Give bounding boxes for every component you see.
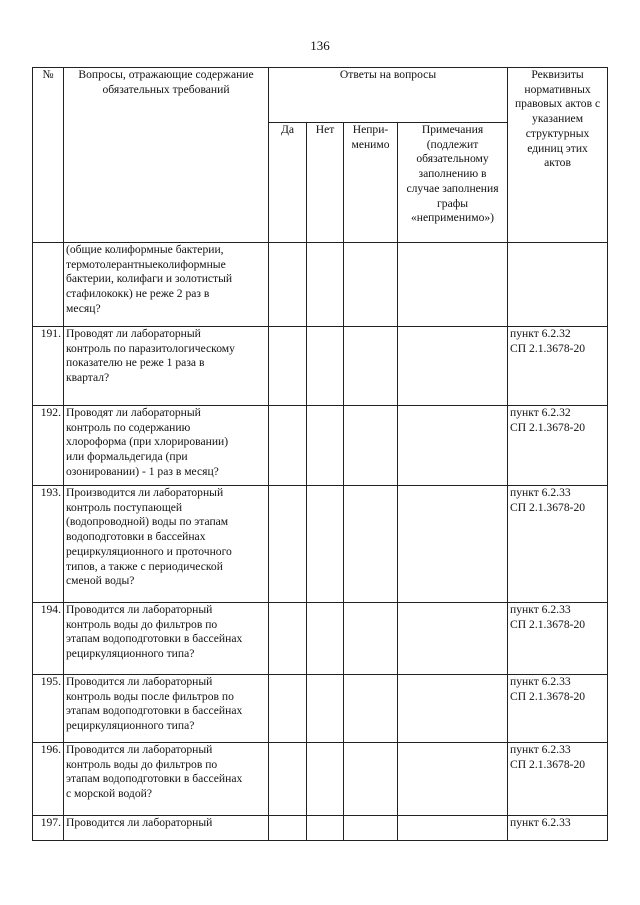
row-reference <box>508 603 608 675</box>
header-no: Нет <box>307 123 344 243</box>
row-question <box>64 406 269 486</box>
text-line: Проводится ли лабораторный <box>66 816 213 829</box>
answer-na-cell[interactable] <box>344 406 398 486</box>
text-line: сменой воды? <box>66 574 135 588</box>
answer-na-cell[interactable] <box>344 327 398 406</box>
text-line: хлороформа (при хлорировании) <box>66 435 229 449</box>
notes-cell[interactable] <box>398 486 508 603</box>
answer-yes-cell[interactable] <box>269 743 307 816</box>
text-line: пункт 6.2.33 <box>510 816 571 829</box>
answer-na-cell[interactable] <box>344 486 398 603</box>
answer-no-cell[interactable] <box>307 816 344 841</box>
row-question <box>64 603 269 675</box>
table-row <box>33 743 608 816</box>
text-line: Проводится ли лабораторный <box>66 675 213 688</box>
table-row <box>33 675 608 743</box>
answer-yes-cell[interactable] <box>269 486 307 603</box>
header-question: Вопросы, отражающие содержание обязательных требований <box>64 68 269 243</box>
answer-na-cell[interactable] <box>344 675 398 743</box>
text-line: (водопроводной) воды по этапам <box>66 515 229 529</box>
row-number: 192. <box>33 406 64 486</box>
text-line: (общие колиформные бактерии, <box>66 243 224 256</box>
text-line: рециркуляционного типа? <box>66 719 195 733</box>
row-question <box>64 743 269 816</box>
text-line: контроль воды до фильтров по <box>66 617 218 631</box>
table-row <box>33 243 608 327</box>
answer-na-cell[interactable] <box>344 743 398 816</box>
answer-no-cell[interactable] <box>307 743 344 816</box>
answer-no-cell[interactable] <box>307 603 344 675</box>
text-line: водоподготовки в бассейнах <box>66 530 206 544</box>
text-line: контроль поступающей <box>66 500 183 514</box>
page-number: 136 <box>310 38 330 53</box>
text-line: СП 2.1.3678-20 <box>510 420 586 434</box>
text-line: контроль воды до фильтров по <box>66 757 218 771</box>
text-line: Проводится ли лабораторный <box>66 743 213 756</box>
header-notes: Примечания (подлежит обязательному заполнению в случае заполнения графы «неприменимо») <box>398 123 508 243</box>
text-line: стафилококк) не реже 2 раз в <box>66 287 210 301</box>
text-line: СП 2.1.3678-20 <box>510 689 586 703</box>
checklist-table <box>32 67 608 841</box>
row-reference <box>508 327 608 406</box>
answer-no-cell[interactable] <box>307 243 344 327</box>
row-number: 193. <box>33 486 64 603</box>
answer-yes-cell[interactable] <box>269 243 307 327</box>
answer-yes-cell[interactable] <box>269 327 307 406</box>
text-line: контроль воды после фильтров по <box>66 689 234 703</box>
table-row <box>33 603 608 675</box>
row-reference <box>508 243 608 327</box>
text-line: с морской водой? <box>66 787 152 801</box>
notes-cell[interactable] <box>398 816 508 841</box>
row-number: 194. <box>33 603 64 675</box>
text-line: квартал? <box>66 371 110 385</box>
row-question <box>64 486 269 603</box>
header-num: № <box>33 68 64 243</box>
text-line: этапам водоподготовки в бассейнах <box>66 632 243 646</box>
text-line: этапам водоподготовки в бассейнах <box>66 704 243 718</box>
text-line: пункт 6.2.33 <box>510 603 571 616</box>
row-reference <box>508 816 608 841</box>
row-reference <box>508 675 608 743</box>
row-reference <box>508 406 608 486</box>
answer-no-cell[interactable] <box>307 327 344 406</box>
header-references: Реквизиты нормативных правовых актов с указанием структурных единиц этих актов <box>508 68 608 243</box>
text-line: типов, а также с периодической <box>66 559 223 573</box>
row-number <box>33 243 64 327</box>
text-line: рециркуляционного типа? <box>66 647 195 661</box>
text-line: озонировании) - 1 раз в месяц? <box>66 464 219 478</box>
answer-yes-cell[interactable] <box>269 406 307 486</box>
header-yes: Да <box>269 123 307 243</box>
text-line: контроль по паразитологическому <box>66 341 235 355</box>
answer-yes-cell[interactable] <box>269 603 307 675</box>
row-number: 196. <box>33 743 64 816</box>
table-row <box>33 816 608 841</box>
text-line: пункт 6.2.33 <box>510 675 571 688</box>
text-line: СП 2.1.3678-20 <box>510 617 586 631</box>
row-number: 191. <box>33 327 64 406</box>
text-line: Производится ли лабораторный <box>66 486 224 499</box>
text-line: или формальдегида (при <box>66 450 188 464</box>
row-reference <box>508 486 608 603</box>
table-row <box>33 327 608 406</box>
row-reference <box>508 743 608 816</box>
notes-cell[interactable] <box>398 327 508 406</box>
text-line: Проводится ли лабораторный <box>66 603 213 616</box>
table-row <box>33 406 608 486</box>
row-question <box>64 816 269 841</box>
notes-cell[interactable] <box>398 406 508 486</box>
table-row <box>33 486 608 603</box>
text-line: рециркуляционного и проточного <box>66 544 232 558</box>
answer-na-cell[interactable] <box>344 816 398 841</box>
notes-cell[interactable] <box>398 603 508 675</box>
notes-cell[interactable] <box>398 743 508 816</box>
header-row-top <box>33 68 608 123</box>
answer-no-cell[interactable] <box>307 486 344 603</box>
text-line: бактерии, колифаги и золотистый <box>66 272 233 286</box>
text-line: показателю не реже 1 раза в <box>66 356 205 370</box>
row-question <box>64 675 269 743</box>
text-line: СП 2.1.3678-20 <box>510 500 586 514</box>
header-na: Непри- менимо <box>344 123 398 243</box>
answer-na-cell[interactable] <box>344 243 398 327</box>
text-line: Проводят ли лабораторный <box>66 406 201 419</box>
text-line: контроль по содержанию <box>66 420 191 434</box>
text-line: этапам водоподготовки в бассейнах <box>66 772 243 786</box>
row-number: 195. <box>33 675 64 743</box>
text-line: термотолерантныеколиформные <box>66 257 226 271</box>
header-answers: Ответы на вопросы <box>269 68 508 123</box>
text-line: пункт 6.2.33 <box>510 743 571 756</box>
row-number: 197. <box>33 816 64 841</box>
answer-yes-cell[interactable] <box>269 675 307 743</box>
text-line: пункт 6.2.33 <box>510 486 571 499</box>
text-line: пункт 6.2.32 <box>510 327 571 340</box>
text-line: месяц? <box>66 301 101 315</box>
text-line: Проводят ли лабораторный <box>66 327 201 340</box>
row-question <box>64 327 269 406</box>
answer-no-cell[interactable] <box>307 406 344 486</box>
text-line: СП 2.1.3678-20 <box>510 341 586 355</box>
notes-cell[interactable] <box>398 243 508 327</box>
answer-no-cell[interactable] <box>307 675 344 743</box>
row-question <box>64 243 269 327</box>
notes-cell[interactable] <box>398 675 508 743</box>
text-line: пункт 6.2.32 <box>510 406 571 419</box>
answer-na-cell[interactable] <box>344 603 398 675</box>
text-line: СП 2.1.3678-20 <box>510 757 586 771</box>
answer-yes-cell[interactable] <box>269 816 307 841</box>
